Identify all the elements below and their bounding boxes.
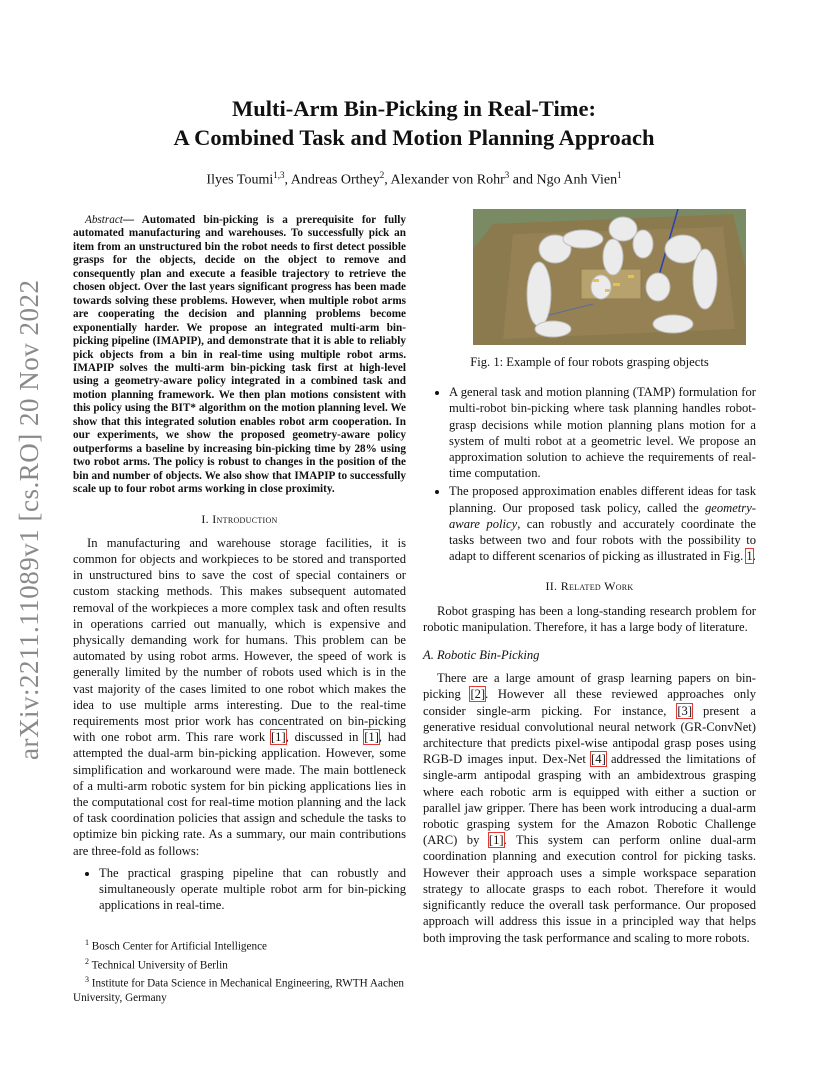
author-3-affil: 3 [504,170,510,180]
section-heading-related-work [423,578,756,594]
footnote [73,955,406,974]
footnote-marker: 1 [85,938,89,947]
footnote-marker: 2 [85,956,89,966]
list-item [449,483,756,564]
bullet3-text-3: . [752,549,756,564]
author-1: Ilyes Toumi [206,172,274,188]
right-column [423,209,756,946]
author-2-affil: 2 [379,170,385,180]
author-4: Ngo Anh Vien [536,172,618,188]
intro-paragraph [73,535,406,859]
title-line-2: A Combined Task and Motion Planning Approach [173,125,655,150]
section-title: Introduction [212,511,278,526]
robot-scene-image [473,209,746,345]
list-item: • The practical grasping pipeline that can robustly and simultaneously operate multiple robot arm for bin-picking applications in real-time. [99,865,406,914]
author-1-affil: 1,3 [273,170,285,180]
intro-text-1: In manufacturing and warehouse storage facilities, it is common for objects and workpieces to be stored and transported in unstructured bins to save the cost of special containers or custom stacking methods. This makes subsequent automated removal of the workpieces a more complex task and often results in operations carried out manually, which is expensive and physically demanding work for humans. This problem can be automated by using robot arms. However, the speed of work is generally limited by the number of robots used which is in the vast majority of the cases limited to one robot which makes the idea to use multiple arms interesting. Due to the real-time requirements most prior work has concentrated on bin-picking with one robot arm. This rare work [73,535,406,745]
bin-picking-text-4: addressed the limitations of single-arm antipodal grasping with an ambidextrous grasping where each robotic arm is equipped with either a suction or parallel jaw gripper. There has been work introducing a dual-arm robotic grasping system for the Amazon Robotic Challenge (ARC) by [423,752,756,848]
subsection-heading: A. Robotic Bin-Picking [423,648,540,663]
emphasis-term: geometry-aware policy [449,500,756,531]
abstract-body: — Automated bin-picking is a prerequisite for fully automated manufacturing and warehouses. To successfully pick an item from an unstructured bin the robot needs to first detect possible grasps for the objects, decide on the object to remove and consequently plan and execute a feasible trajectory to retrieve the chosen object. Over the last years significant progress has been made towards solving these problems. However, when multiple robot arms are cooperating the decision and planning problems become exponentially harder. We propose an integrated multi-arm bin-picking pipeline (IMAPIP), and demonstrate that it is able to reliably pick objects from a bin in real-time using multiple robot arms. IMAPIP solves the multi-arm bin-picking task first at high-level using a geometry-aware policy integrated in a combined task and motion planning framework. We then plan motions consistent with this policy using the BIT* algorithm on the motion planning level. We show that this integrated solution enables robot arm cooperation. In our experiments, we show the proposed geometry-aware policy outperforms a baseline by increasing bin-picking time by 28% using two robot arms. The policy is robust to changes in the position of the bin and number of objects. We also show that IMAPIP to successfully scale up to four robot arms working in close proximity. [73,214,406,496]
related-work-paragraph: Robot grasping has been a long-standing research problem for robotic manipulation. Therefore, it has a large body of literature. [423,603,756,634]
footnote [73,936,406,955]
citation-link[interactable]: [1] [270,730,286,745]
paper-title [0,94,828,152]
title-line-1: Multi-Arm Bin-Picking in Real-Time: [232,96,596,121]
figure-reference-link[interactable]: 1 [746,549,753,564]
section-heading-introduction [73,511,406,527]
footnote-text: Institute for Data Science in Mechanical Engineering, RWTH Aachen University, Germany [73,977,405,1004]
bullet3-text-2: , can robustly and accurately coordinate the tasks between two and four robots with the possibility to adapt to different scenarios of picking as illustrated in Fig. [449,516,757,564]
figure-caption: Fig. 1: Example of four robots grasping objects [470,355,709,369]
footnote [73,973,406,1005]
citation-link[interactable]: [3] [677,703,693,718]
abstract [73,214,406,497]
bin-picking-text-1: There are a large amount of grasp learning papers on bin-picking [423,671,756,702]
left-column [73,214,406,915]
arxiv-identifier: arXiv:2211.11089v1 [cs.RO] 20 Nov 2022 [14,279,44,760]
citation-link[interactable]: [1] [488,833,504,848]
bullet3-text-1: The proposed approximation enables different ideas for task planning. Our proposed task policy, called the [449,484,756,515]
contributions-list-continued [423,384,756,564]
bin-picking-text-2: . However all these reviewed approaches only consider single-arm picking. For instance, [423,687,756,718]
author-2: Andreas Orthey [290,172,380,188]
citation-link[interactable]: [1] [364,730,379,745]
footnote-marker: 3 [85,975,89,985]
list-item: • A general task and motion planning (TAMP) formulation for multi-robot bin-picking where task planning handles robot-grasp decisions while motion planning plans motion for a system of multi robot at a geometric level. We propose an approximation solution to achieve the requirements of real-time computation. [449,384,756,481]
footnote-text: Technical University of Berlin [91,959,228,972]
author-3: Alexander von Rohr [390,172,505,188]
section-number: I. [201,511,209,526]
intro-text-3: , had attempted the dual-arm bin-picking application. However, some simplification and workaround were made. The main bottleneck of a multi-arm robotic system for bin picking applications lies in the computational cost for real-time motion planning and the lack of task coordination policies that assign and schedule the tasks to optimize bin picking rate. As a summary, our main contributions are three-fold as follows: [73,730,407,858]
intro-text-2: , discussed in [285,730,365,745]
author-list: Ilyes Toumi$^{1,3}$, Andreas Orthey$^2$, Alexander von Rohr$^3$ and Ngo Anh Vien$^1$ [206,170,622,188]
citation-link[interactable]: [2] [470,687,486,702]
section-number: II. [545,579,558,594]
section-title: Related Work [560,579,634,594]
citation-link[interactable]: [4] [591,752,606,767]
bin-picking-paragraph [423,670,756,945]
footnote-text: Bosch Center for Artificial Intelligence [91,940,268,953]
author-4-affil: 1 [617,170,622,180]
bin-picking-text-3: present a generative residual convolutional neural network (GR-ConvNet) architecture that predicts pixel-wise antipodal grasp poses using RGB-D images input. Dex-Net [423,703,756,767]
footnotes [73,936,406,1005]
abstract-lead: Abstract [85,214,123,226]
figure-robot-scene [473,209,746,345]
bin-picking-text-5: . This system can perform online dual-arm coordination planning and execution control for picking tasks. However their approach uses a simple workspace separation strategy to allocate grasps to each robot. Therefore it would significantly reduce the overall task performance. Our proposed approach will address this issue in a principled way that helps both improving the task performance and scaling to more robots. [423,833,756,945]
contributions-list [73,865,406,914]
